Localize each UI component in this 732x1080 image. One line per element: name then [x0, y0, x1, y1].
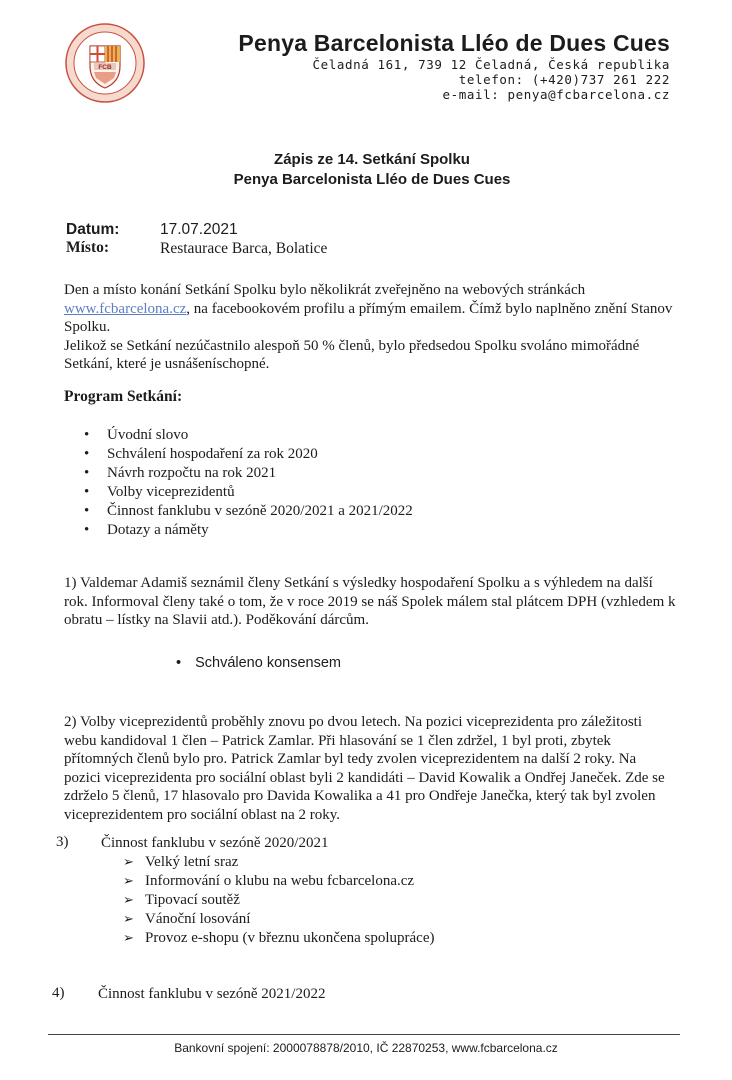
bullet-icon: •	[84, 522, 90, 538]
title-line-1: Zápis ze 14. Setkání Spolku	[274, 151, 470, 168]
list-item: • Činnost fanklubu v sezóně 2020/2021 a 2021/2022	[84, 503, 413, 519]
intro-text: Den a místo konání Setkání Spolku bylo několikrát zveřejněno na webových stránkách	[64, 282, 586, 298]
contact-block	[312, 57, 670, 102]
date-label: Datum:	[66, 221, 120, 238]
arrow-bullet-icon: ➢	[123, 931, 134, 946]
footer-bank-details: Bankovní spojení: 2000078878/2010, IČ 22870253, www.fcbarcelona.cz	[174, 1041, 558, 1055]
approved-text: Schváleno konsensem	[195, 655, 341, 671]
footer-divider	[48, 1034, 680, 1035]
arrow-bullet-icon: ➢	[123, 893, 134, 908]
list-item: ➢ Tipovací soutěž	[123, 892, 240, 908]
place-value: Restaurace Barca, Bolatice	[160, 240, 328, 257]
organization-name: Penya Barcelonista Lléo de Dues Cues	[238, 30, 670, 56]
title-line-2: Penya Barcelonista Lléo de Dues Cues	[233, 171, 511, 188]
crest-monogram: FCB	[98, 64, 112, 71]
email: e-mail: penya@fcbarcelona.cz	[442, 87, 670, 102]
document-title	[0, 150, 732, 190]
website-link[interactable]: www.fcbarcelona.cz	[64, 300, 187, 317]
list-item: ➢ Informování o klubu na webu fcbarcelona.cz	[123, 873, 415, 889]
club-crest-logo	[64, 22, 146, 104]
intro-paragraph	[64, 281, 676, 374]
arrow-bullet-icon: ➢	[123, 912, 134, 927]
bullet-icon: •	[176, 655, 182, 671]
address: Čeladná 161, 739 12 Čeladná, Česká republika	[312, 57, 670, 72]
section-3-title: Činnost fanklubu v sezóně 2020/2021	[101, 835, 329, 851]
arrow-bullet-icon: ➢	[123, 874, 134, 889]
phone: telefon: (+420)737 261 222	[458, 72, 670, 87]
section-4-number: 4)	[52, 985, 65, 1001]
bullet-icon: •	[84, 446, 90, 462]
list-item: • Návrh rozpočtu na rok 2021	[84, 465, 277, 481]
section-1-paragraph: 1) Valdemar Adamiš seznámil členy Setkání s výsledky hospodaření Spolku a s výhledem na další rok. Informoval členy také o tom, že v roce 2019 se náš Spolek málem stal plátcem DPH (vzhledem k obratu – lístky na Slavii atd.). Poděkování dárcům.	[64, 575, 676, 628]
list-item: • Dotazy a náměty	[84, 522, 209, 538]
list-item: • Schválení hospodaření za rok 2020	[84, 446, 318, 462]
place-label: Místo:	[66, 239, 110, 256]
program-list	[84, 426, 413, 540]
list-item: • Úvodní slovo	[84, 427, 189, 443]
list-item: ➢ Provoz e-shopu (v březnu ukončena spolupráce)	[123, 930, 435, 946]
bullet-icon: •	[84, 503, 90, 519]
approved-note	[176, 655, 341, 671]
list-item: ➢ Vánoční losování	[123, 911, 251, 927]
date-value: 17.07.2021	[160, 221, 238, 238]
arrow-bullet-icon: ➢	[123, 855, 134, 870]
list-item: ➢ Velký letní sraz	[123, 854, 239, 870]
section-2-paragraph: 2) Volby viceprezidentů proběhly znovu po dvou letech. Na pozici viceprezidenta pro záležitosti webu kandidoval 1 člen – Patrick Zamlar. Při hlasování se 1 člen zdržel, 1 byl proti, zbytek přítomných členů bylo pro. Patrick Zamlar byl tedy zvolen viceprezidentem na další 2 roky. Na pozici viceprezidenta pro sociální oblast byli 2 kandidáti – David Kowalik a Ondřej Janeček. Zde se zdrželo 5 členů, 17 hlasovalo pro Davida Kowalika a 41 pro Ondřeje Janečka, který tak byl zvolen viceprezidentem pro sociální oblast na 2 roky.	[64, 714, 665, 823]
bullet-icon: •	[84, 427, 90, 443]
section-3-list	[123, 853, 434, 948]
intro-text-2: Jelikož se Setkání nezúčastnilo alespoň 50 % členů, bylo předsedou Spolku svoláno mimořádné Setkání, které je usnášeníschopné.	[64, 337, 640, 372]
section-4-title: Činnost fanklubu v sezóně 2021/2022	[98, 986, 326, 1002]
intro-text-continued: , na facebookovém profilu a přímým emailem. Čímž bylo naplněno znění Stanov Spolku.	[64, 300, 673, 335]
list-item: • Volby viceprezidentů	[84, 484, 235, 500]
section-3-number: 3)	[56, 834, 69, 850]
bullet-icon: •	[84, 484, 90, 500]
bullet-icon: •	[84, 465, 90, 481]
program-title: Program Setkání:	[64, 388, 183, 405]
